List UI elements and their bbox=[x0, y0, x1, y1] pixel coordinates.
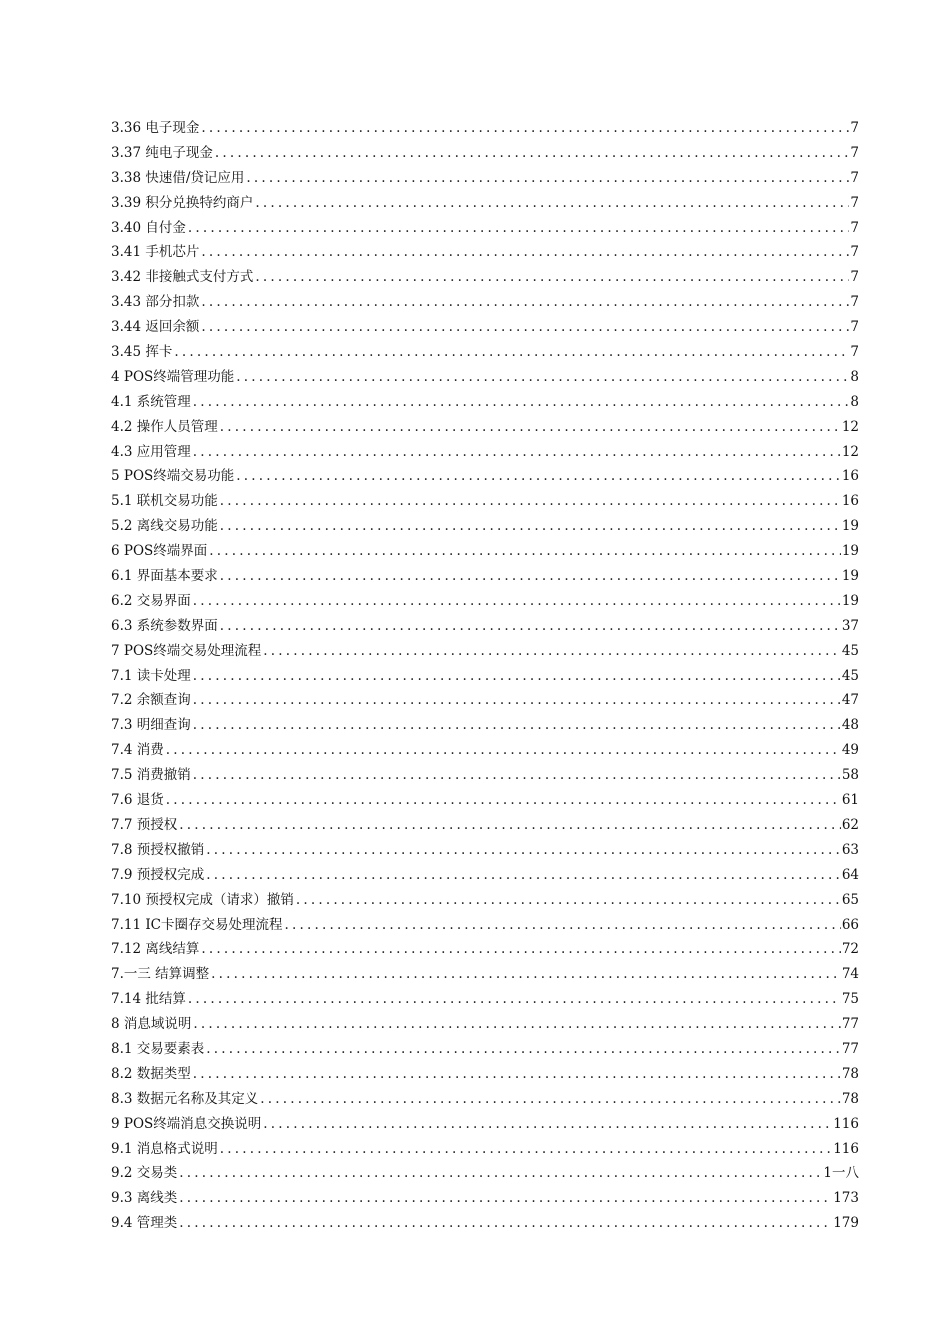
toc-entry-title: 7.1 读卡处理 bbox=[111, 667, 191, 684]
toc-entry-title: 4 POS终端管理功能 bbox=[111, 368, 235, 385]
toc-entry-title: 3.42 非接触式支付方式 bbox=[111, 269, 254, 286]
toc-entry[interactable] bbox=[111, 1186, 859, 1211]
toc-dot-leader bbox=[193, 688, 841, 713]
toc-entry[interactable] bbox=[111, 1137, 859, 1162]
toc-entry-page-number: 61 bbox=[841, 792, 859, 809]
toc-entry[interactable] bbox=[111, 987, 859, 1012]
toc-entry[interactable] bbox=[111, 564, 859, 589]
toc-dot-leader bbox=[206, 838, 841, 863]
toc-dot-leader bbox=[206, 863, 841, 888]
toc-dot-leader bbox=[193, 1062, 841, 1087]
toc-entry[interactable] bbox=[111, 240, 859, 265]
toc-entry-page-number: 16 bbox=[841, 493, 859, 510]
toc-entry[interactable] bbox=[111, 265, 859, 290]
toc-entry-title: 7.12 离线结算 bbox=[111, 941, 200, 958]
toc-entry-title: 9.4 管理类 bbox=[111, 1215, 178, 1232]
toc-entry[interactable] bbox=[111, 713, 859, 738]
toc-entry[interactable] bbox=[111, 191, 859, 216]
toc-entry-page-number: 64 bbox=[841, 866, 859, 883]
toc-dot-leader bbox=[193, 390, 850, 415]
toc-entry-title: 9.3 离线类 bbox=[111, 1190, 178, 1207]
toc-entry-title: 3.43 部分扣款 bbox=[111, 294, 200, 311]
toc-entry-title: 7.9 预授权完成 bbox=[111, 866, 205, 883]
toc-entry-page-number: 74 bbox=[841, 966, 859, 983]
toc-entry-page-number: 19 bbox=[841, 592, 859, 609]
toc-entry-page-number: 65 bbox=[841, 891, 859, 908]
toc-entry-page-number: 116 bbox=[833, 1115, 859, 1132]
toc-entry-title: 6.1 界面基本要求 bbox=[111, 568, 218, 585]
toc-entry[interactable] bbox=[111, 664, 859, 689]
toc-entry-page-number: 45 bbox=[841, 642, 859, 659]
toc-entry-page-number: 77 bbox=[841, 1040, 859, 1057]
toc-entry-title: 7.2 余额查询 bbox=[111, 692, 191, 709]
toc-dot-leader bbox=[260, 1087, 841, 1112]
toc-entry-title: 9 POS终端消息交换说明 bbox=[111, 1115, 262, 1132]
toc-entry[interactable] bbox=[111, 166, 859, 191]
toc-dot-leader bbox=[220, 564, 841, 589]
toc-entry-title: 7.14 批结算 bbox=[111, 991, 186, 1008]
toc-entry-page-number: 7 bbox=[850, 319, 859, 336]
toc-entry-title: 5 POS终端交易功能 bbox=[111, 468, 235, 485]
toc-entry[interactable] bbox=[111, 464, 859, 489]
toc-dot-leader bbox=[263, 1112, 832, 1137]
toc-entry[interactable] bbox=[111, 937, 859, 962]
toc-entry-page-number: 37 bbox=[841, 617, 859, 634]
toc-dot-leader bbox=[285, 913, 841, 938]
toc-entry[interactable] bbox=[111, 1112, 859, 1137]
toc-entry-page-number: 49 bbox=[841, 742, 859, 759]
toc-dot-leader bbox=[255, 265, 849, 290]
toc-entry-title: 3.41 手机芯片 bbox=[111, 244, 200, 261]
toc-entry[interactable] bbox=[111, 340, 859, 365]
toc-dot-leader bbox=[236, 365, 849, 390]
toc-entry[interactable] bbox=[111, 290, 859, 315]
toc-entry-title: 3.44 返回余额 bbox=[111, 319, 200, 336]
toc-entry[interactable] bbox=[111, 1087, 859, 1112]
toc-dot-leader bbox=[166, 788, 841, 813]
toc-dot-leader bbox=[188, 987, 841, 1012]
toc-dot-leader bbox=[188, 216, 850, 241]
toc-entry-page-number: 66 bbox=[841, 916, 859, 933]
toc-entry-page-number: 7 bbox=[850, 244, 859, 261]
toc-entry-page-number: 7 bbox=[850, 269, 859, 286]
toc-entry-page-number: 78 bbox=[841, 1065, 859, 1082]
toc-entry-title: 4.3 应用管理 bbox=[111, 443, 191, 460]
toc-dot-leader bbox=[179, 1211, 832, 1236]
toc-dot-leader bbox=[220, 514, 841, 539]
toc-dot-leader bbox=[193, 440, 841, 465]
toc-entry[interactable] bbox=[111, 962, 859, 987]
toc-dot-leader bbox=[220, 1137, 832, 1162]
toc-entry[interactable] bbox=[111, 440, 859, 465]
toc-dot-leader bbox=[206, 1037, 841, 1062]
toc-entry[interactable] bbox=[111, 813, 859, 838]
table-of-contents bbox=[111, 116, 859, 1236]
toc-entry[interactable] bbox=[111, 639, 859, 664]
toc-entry[interactable] bbox=[111, 315, 859, 340]
toc-dot-leader bbox=[201, 240, 849, 265]
toc-dot-leader bbox=[296, 888, 841, 913]
toc-entry-title: 7.一三 结算调整 bbox=[111, 966, 210, 983]
toc-entry-title: 4.1 系统管理 bbox=[111, 393, 191, 410]
toc-entry-title: 7.8 预授权撤销 bbox=[111, 841, 205, 858]
toc-entry-page-number: 19 bbox=[841, 543, 859, 560]
toc-entry-page-number: 7 bbox=[850, 294, 859, 311]
toc-entry-title: 4.2 操作人员管理 bbox=[111, 418, 218, 435]
toc-entry-title: 8.2 数据类型 bbox=[111, 1065, 191, 1082]
toc-entry-page-number: 7 bbox=[850, 120, 859, 136]
toc-entry[interactable] bbox=[111, 415, 859, 440]
toc-entry[interactable] bbox=[111, 141, 859, 166]
toc-entry-title: 7.4 消费 bbox=[111, 742, 164, 759]
toc-entry-page-number: 47 bbox=[841, 692, 859, 709]
toc-dot-leader bbox=[193, 763, 841, 788]
toc-entry-title: 7.11 IC卡圈存交易处理流程 bbox=[111, 916, 283, 933]
toc-entry[interactable] bbox=[111, 1062, 859, 1087]
toc-entry-title: 3.39 积分兑换特约商户 bbox=[111, 194, 254, 211]
toc-entry[interactable] bbox=[111, 614, 859, 639]
toc-dot-leader bbox=[220, 489, 841, 514]
toc-dot-leader bbox=[174, 340, 849, 365]
toc-entry-title: 8.3 数据元名称及其定义 bbox=[111, 1090, 259, 1107]
toc-entry-title: 7.6 退货 bbox=[111, 792, 164, 809]
toc-dot-leader bbox=[246, 166, 849, 191]
toc-entry[interactable] bbox=[111, 365, 859, 390]
toc-entry[interactable] bbox=[111, 788, 859, 813]
toc-dot-leader bbox=[209, 539, 841, 564]
toc-entry-title: 5.1 联机交易功能 bbox=[111, 493, 218, 510]
toc-entry-title: 3.36 电子现金 bbox=[111, 120, 200, 136]
toc-entry[interactable] bbox=[111, 763, 859, 788]
toc-entry-title: 7 POS终端交易处理流程 bbox=[111, 642, 262, 659]
toc-entry[interactable] bbox=[111, 888, 859, 913]
toc-entry-page-number: 58 bbox=[841, 767, 859, 784]
toc-entry-page-number: 8 bbox=[850, 368, 859, 385]
toc-entry-page-number: 77 bbox=[841, 1016, 859, 1033]
toc-entry-title: 5.2 离线交易功能 bbox=[111, 518, 218, 535]
toc-entry-title: 3.40 自付金 bbox=[111, 219, 186, 236]
toc-entry-page-number: 72 bbox=[841, 941, 859, 958]
toc-entry[interactable] bbox=[111, 589, 859, 614]
toc-entry[interactable] bbox=[111, 116, 859, 141]
toc-dot-leader bbox=[220, 415, 841, 440]
toc-dot-leader bbox=[179, 1186, 832, 1211]
toc-entry-title: 6.2 交易界面 bbox=[111, 592, 191, 609]
toc-entry-title: 3.38 快速借/贷记应用 bbox=[111, 169, 245, 186]
toc-entry-page-number: 12 bbox=[841, 443, 859, 460]
toc-entry-page-number: 45 bbox=[841, 667, 859, 684]
toc-entry-page-number: 1一八 bbox=[823, 1165, 859, 1182]
toc-dot-leader bbox=[201, 937, 840, 962]
toc-dot-leader bbox=[166, 738, 841, 763]
toc-entry[interactable] bbox=[111, 913, 859, 938]
toc-dot-leader bbox=[255, 191, 849, 216]
toc-dot-leader bbox=[220, 614, 841, 639]
toc-entry-page-number: 62 bbox=[841, 816, 859, 833]
toc-entry-page-number: 75 bbox=[841, 991, 859, 1008]
toc-entry-page-number: 7 bbox=[850, 194, 859, 211]
toc-dot-leader bbox=[201, 116, 849, 141]
toc-dot-leader bbox=[236, 464, 841, 489]
toc-entry-page-number: 12 bbox=[841, 418, 859, 435]
toc-entry-page-number: 116 bbox=[833, 1140, 859, 1157]
toc-entry[interactable] bbox=[111, 838, 859, 863]
toc-dot-leader bbox=[193, 589, 841, 614]
toc-dot-leader bbox=[211, 962, 841, 987]
toc-entry-page-number: 7 bbox=[850, 219, 859, 236]
toc-entry[interactable] bbox=[111, 489, 859, 514]
toc-entry[interactable] bbox=[111, 1012, 859, 1037]
toc-entry[interactable] bbox=[111, 863, 859, 888]
toc-entry-page-number: 7 bbox=[850, 144, 859, 161]
toc-entry-title: 6.3 系统参数界面 bbox=[111, 617, 218, 634]
toc-entry-page-number: 19 bbox=[841, 518, 859, 535]
toc-entry-page-number: 19 bbox=[841, 568, 859, 585]
toc-entry-page-number: 8 bbox=[850, 393, 859, 410]
toc-dot-leader bbox=[201, 315, 849, 340]
toc-entry[interactable] bbox=[111, 1211, 859, 1236]
toc-dot-leader bbox=[263, 639, 841, 664]
toc-entry-title: 6 POS终端界面 bbox=[111, 543, 208, 560]
toc-entry-page-number: 173 bbox=[833, 1190, 859, 1207]
toc-entry-page-number: 48 bbox=[841, 717, 859, 734]
toc-dot-leader bbox=[193, 713, 841, 738]
toc-entry[interactable] bbox=[111, 688, 859, 713]
toc-entry-title: 3.37 纯电子现金 bbox=[111, 144, 213, 161]
toc-entry[interactable] bbox=[111, 390, 859, 415]
toc-dot-leader bbox=[215, 141, 850, 166]
toc-dot-leader bbox=[201, 290, 849, 315]
toc-entry-page-number: 7 bbox=[850, 344, 859, 361]
toc-entry-title: 8.1 交易要素表 bbox=[111, 1040, 205, 1057]
toc-entry-title: 7.10 预授权完成（请求）撤销 bbox=[111, 891, 294, 908]
toc-entry[interactable] bbox=[111, 1161, 859, 1186]
toc-entry-page-number: 179 bbox=[833, 1215, 859, 1232]
toc-entry-page-number: 78 bbox=[841, 1090, 859, 1107]
toc-entry[interactable] bbox=[111, 1037, 859, 1062]
toc-dot-leader bbox=[179, 1161, 822, 1186]
toc-entry[interactable] bbox=[111, 539, 859, 564]
toc-dot-leader bbox=[193, 1012, 840, 1037]
toc-entry-title: 8 消息域说明 bbox=[111, 1016, 192, 1033]
toc-entry-title: 3.45 挥卡 bbox=[111, 344, 173, 361]
toc-dot-leader bbox=[179, 813, 841, 838]
toc-entry-title: 7.5 消费撤销 bbox=[111, 767, 191, 784]
toc-entry[interactable] bbox=[111, 514, 859, 539]
toc-entry-page-number: 7 bbox=[850, 169, 859, 186]
toc-entry-page-number: 16 bbox=[841, 468, 859, 485]
toc-entry[interactable] bbox=[111, 216, 859, 241]
toc-entry-title: 7.7 预授权 bbox=[111, 816, 178, 833]
toc-dot-leader bbox=[193, 664, 841, 689]
toc-entry-title: 9.2 交易类 bbox=[111, 1165, 178, 1182]
toc-entry-title: 9.1 消息格式说明 bbox=[111, 1140, 218, 1157]
toc-entry[interactable] bbox=[111, 738, 859, 763]
toc-entry-page-number: 63 bbox=[841, 841, 859, 858]
toc-entry-title: 7.3 明细查询 bbox=[111, 717, 191, 734]
